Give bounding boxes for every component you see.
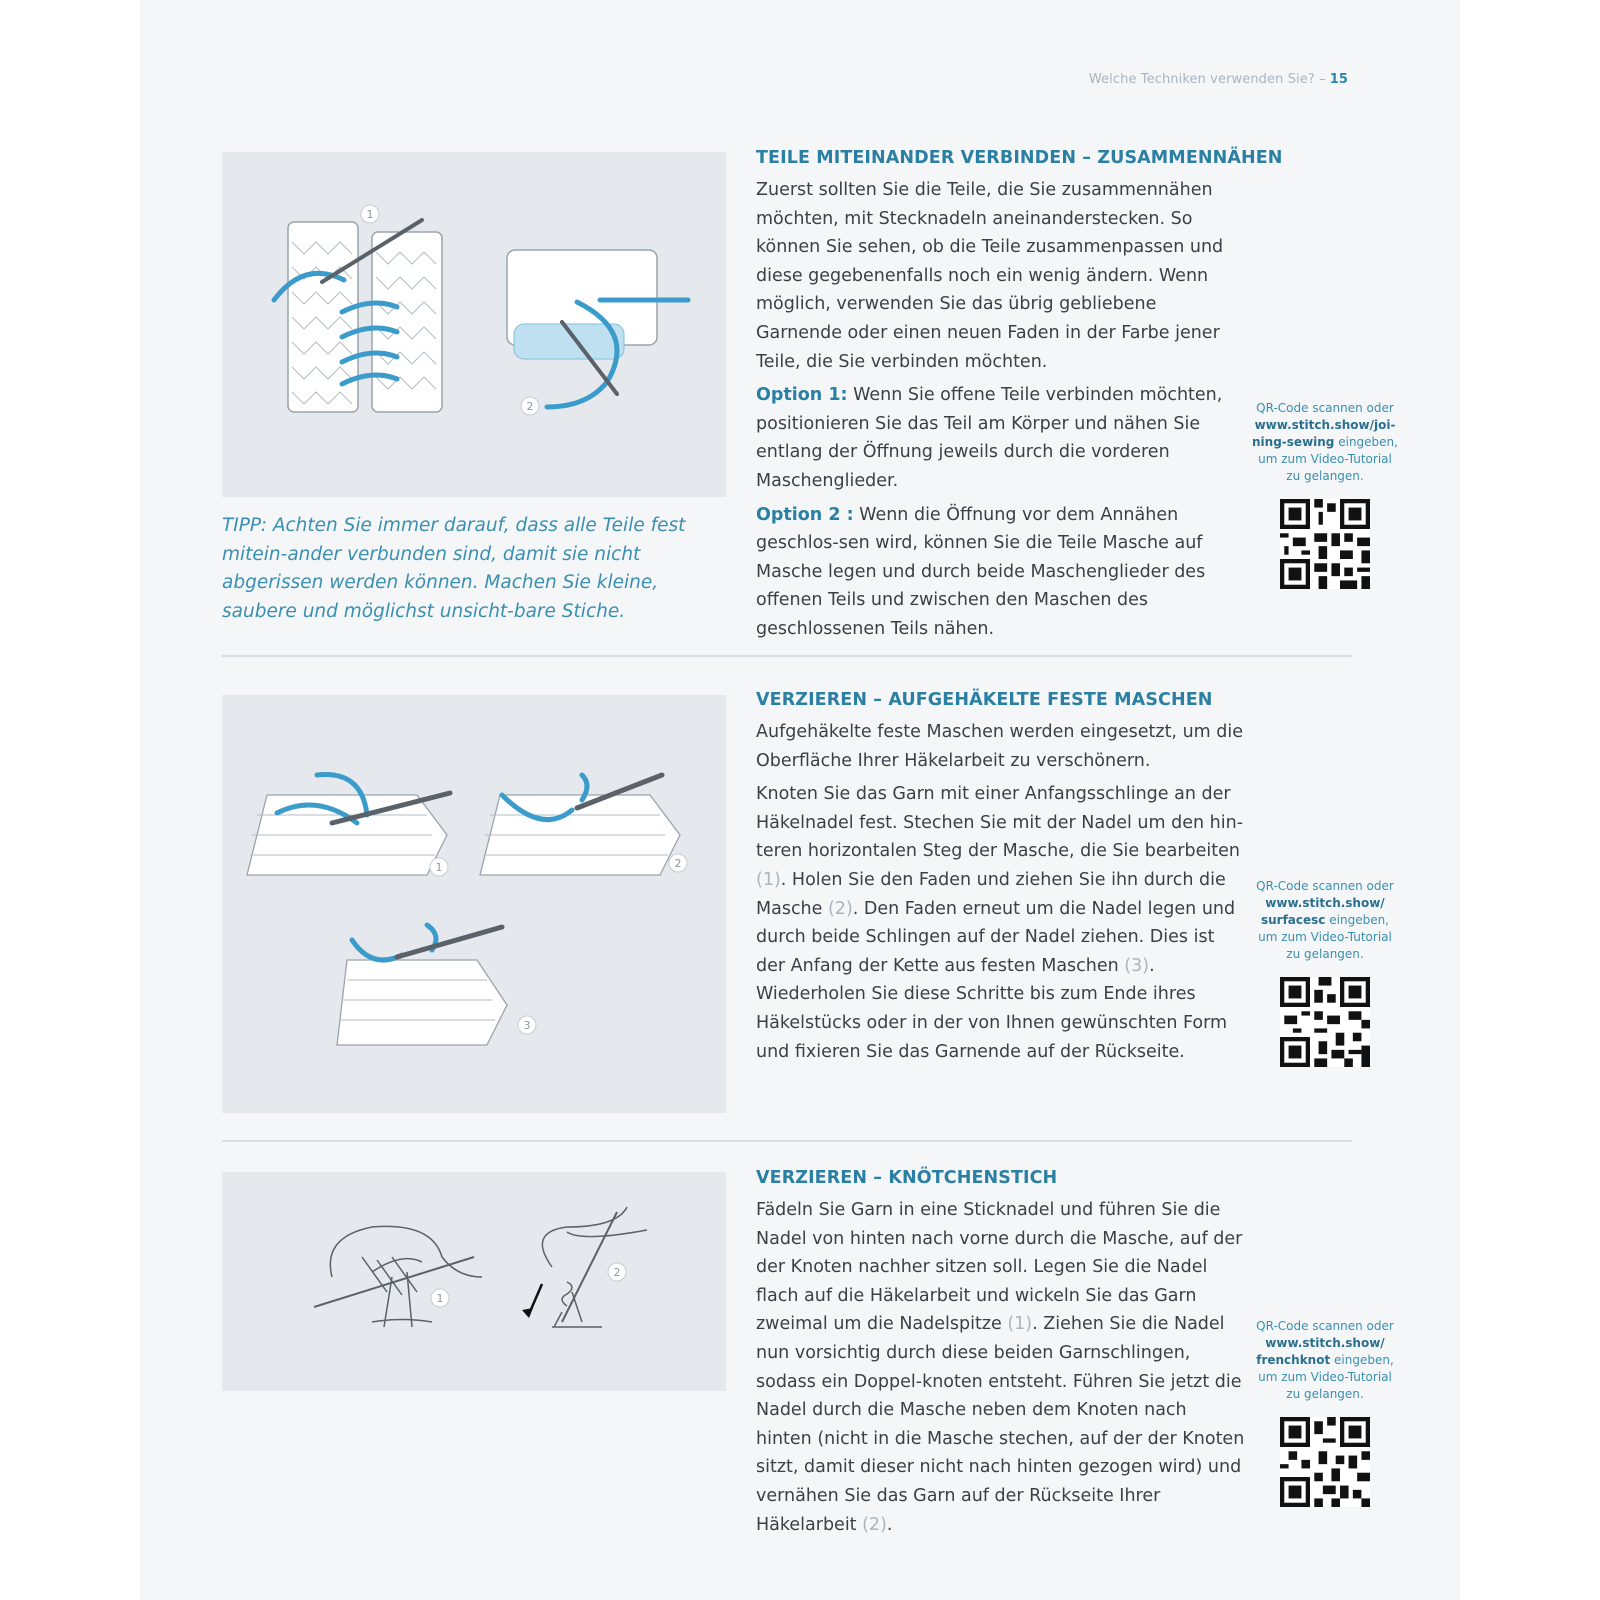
figure-label-2: 2 [613,1266,621,1279]
step-ref-1: (1) [1007,1314,1033,1335]
option-2-label: Option 2 : [756,504,854,525]
section-divider [222,1140,1352,1142]
option-1 [756,381,1246,495]
figure-label-2: 2 [674,857,682,870]
figure-label-1: 1 [436,1292,444,1305]
step-ref-2: (2) [862,1514,887,1535]
qr-suffix: eingeben, um zum Video-Tutorial zu gelangen. [1258,913,1392,961]
step-ref-3: (3) [1124,955,1150,976]
qr-block-french-knot [1250,1318,1400,1507]
body-text: . Ziehen Sie die Nadel nun vorsichtig durch diese beiden Garnschlingen, sodass ein Doppel-knoten entsteht. Führen Sie jetzt die Nadel durch die Masche neben dem Knoten nach hinten (nicht in die Masche stechen, auf der der Knoten sitzt, damit dieser nicht nach hinten gezogen wird) und vernähen Sie das Garn auf der Rückseite Ihrer Häkelarbeit [756,1314,1245,1535]
body-text: . Den Faden erneut um die Nadel legen und durch beide Schlingen auf der Nadel ziehen. Dies ist der Anfang der Kette aus festen Maschen [756,898,1236,976]
running-title: Welche Techniken verwenden Sie? – [1088,72,1326,87]
figure-label-2: 2 [526,400,534,413]
body-text: Knoten Sie das Garn mit einer Anfangsschlinge an der Häkelnadel fest. Stechen Sie mit der Nadel um den hin-teren horizontalen Steg der Masche, die Sie bearbeiten [756,784,1244,862]
step-ref-1: (1) [756,869,781,890]
section-divider [222,655,1352,657]
figure-surface-crochet [222,695,726,1113]
section-intro: Aufgehäkelte feste Maschen werden eingesetzt, um die Oberfläche Ihrer Häkelarbeit zu verschönern. [756,722,1244,771]
qr-code-icon[interactable] [1280,499,1370,589]
figure-label-1: 1 [366,208,374,221]
qr-url-link[interactable]: www.stitch.show/ surfacesc [1260,896,1385,927]
body-text: Fädeln Sie Garn in eine Sticknadel und führen Sie die Nadel von hinten nach vorne durch die Masche, auf der der Knoten nachher sitzen soll. Legen Sie die Nadel flach auf die Häkelarbeit und wickeln Sie das Garn zweimal um die Nadelspitze [756,1200,1243,1335]
qr-suffix: eingeben, um zum Video-Tutorial zu gelangen. [1258,1353,1394,1401]
qr-url-link[interactable]: www.stitch.show/ frenchknot [1256,1336,1385,1367]
page-number: 15 [1329,72,1348,87]
option-2 [756,501,1246,644]
running-head [1089,72,1348,87]
figure-label-1: 1 [435,861,443,874]
section-title: VERZIEREN – AUFGEHÄKELTE FESTE MASCHEN [756,690,1213,710]
qr-url-link[interactable]: www.stitch.show/joi-ning-sewing [1252,418,1396,449]
option-1-text: Wenn Sie offene Teile verbinden möchten, positionieren Sie das Teil am Körper und nähen Sie entlang der Öffnung jeweils durch die vorderen Maschenglieder. [756,385,1223,491]
section-body [756,780,1246,1066]
qr-prefix: QR-Code scannen oder [1256,1319,1394,1333]
step-ref-2: (2) [827,898,853,919]
figure-sewing [222,152,726,497]
section-title: VERZIEREN – KNÖTCHENSTICH [756,1168,1058,1188]
figure-french-knot [222,1172,726,1391]
section-body [756,1196,1246,1539]
qr-code-icon[interactable] [1280,977,1370,1067]
section-intro: Zuerst sollten Sie die Teile, die Sie zusammennähen möchten, mit Stecknadeln aneinanderstecken. So können Sie sehen, ob die Teile zusammenpassen und diese gegebenenfalls noch ein wenig ändern. Wenn möglich, verwenden Sie das übrig gebliebene Garnende oder einen neuen Faden in der Farbe jener Teile, die Sie verbinden möchten. [756,180,1224,372]
body-text: . Holen Sie den Faden und ziehen Sie ihn durch die Masche [756,869,1226,919]
option-1-label: Option 1: [756,385,848,406]
body-text: . [886,1514,893,1535]
book-page [140,0,1460,1600]
section-surface-crochet [756,690,1246,1071]
body-text: . Wiederholen Sie diese Schritte bis zum Ende ihres Häkelstücks oder in der von Ihnen gewünschten Form und fixieren Sie das Garnende auf der Rückseite. [756,955,1228,1062]
section-french-knot [756,1168,1246,1544]
section-title: TEILE MITEINANDER VERBINDEN – ZUSAMMENNÄHEN [756,148,1283,168]
qr-prefix: QR-Code scannen oder [1256,401,1394,415]
figure-label-3: 3 [523,1019,531,1032]
option-2-text: Wenn die Öffnung vor dem Annähen geschlos-sen wird, können Sie die Teile Masche auf Masche legen und durch beide Maschenglieder des offenen Teils und zwischen den Maschen des geschlossenen Teils nähen. [756,504,1206,639]
qr-suffix: eingeben, um zum Video-Tutorial zu gelangen. [1258,435,1398,483]
qr-prefix: QR-Code scannen oder [1256,879,1394,893]
qr-block-sewing [1250,400,1400,589]
qr-block-surface-crochet [1250,878,1400,1067]
tip-text: TIPP: Achten Sie immer darauf, dass alle Teile fest mitein-ander verbunden sind, damit sie nicht abgerissen werden können. Machen Sie kleine, saubere und möglichst unsicht-bare Stiche. [222,515,686,622]
section-sewing [756,148,1283,649]
qr-code-icon[interactable] [1280,1417,1370,1507]
